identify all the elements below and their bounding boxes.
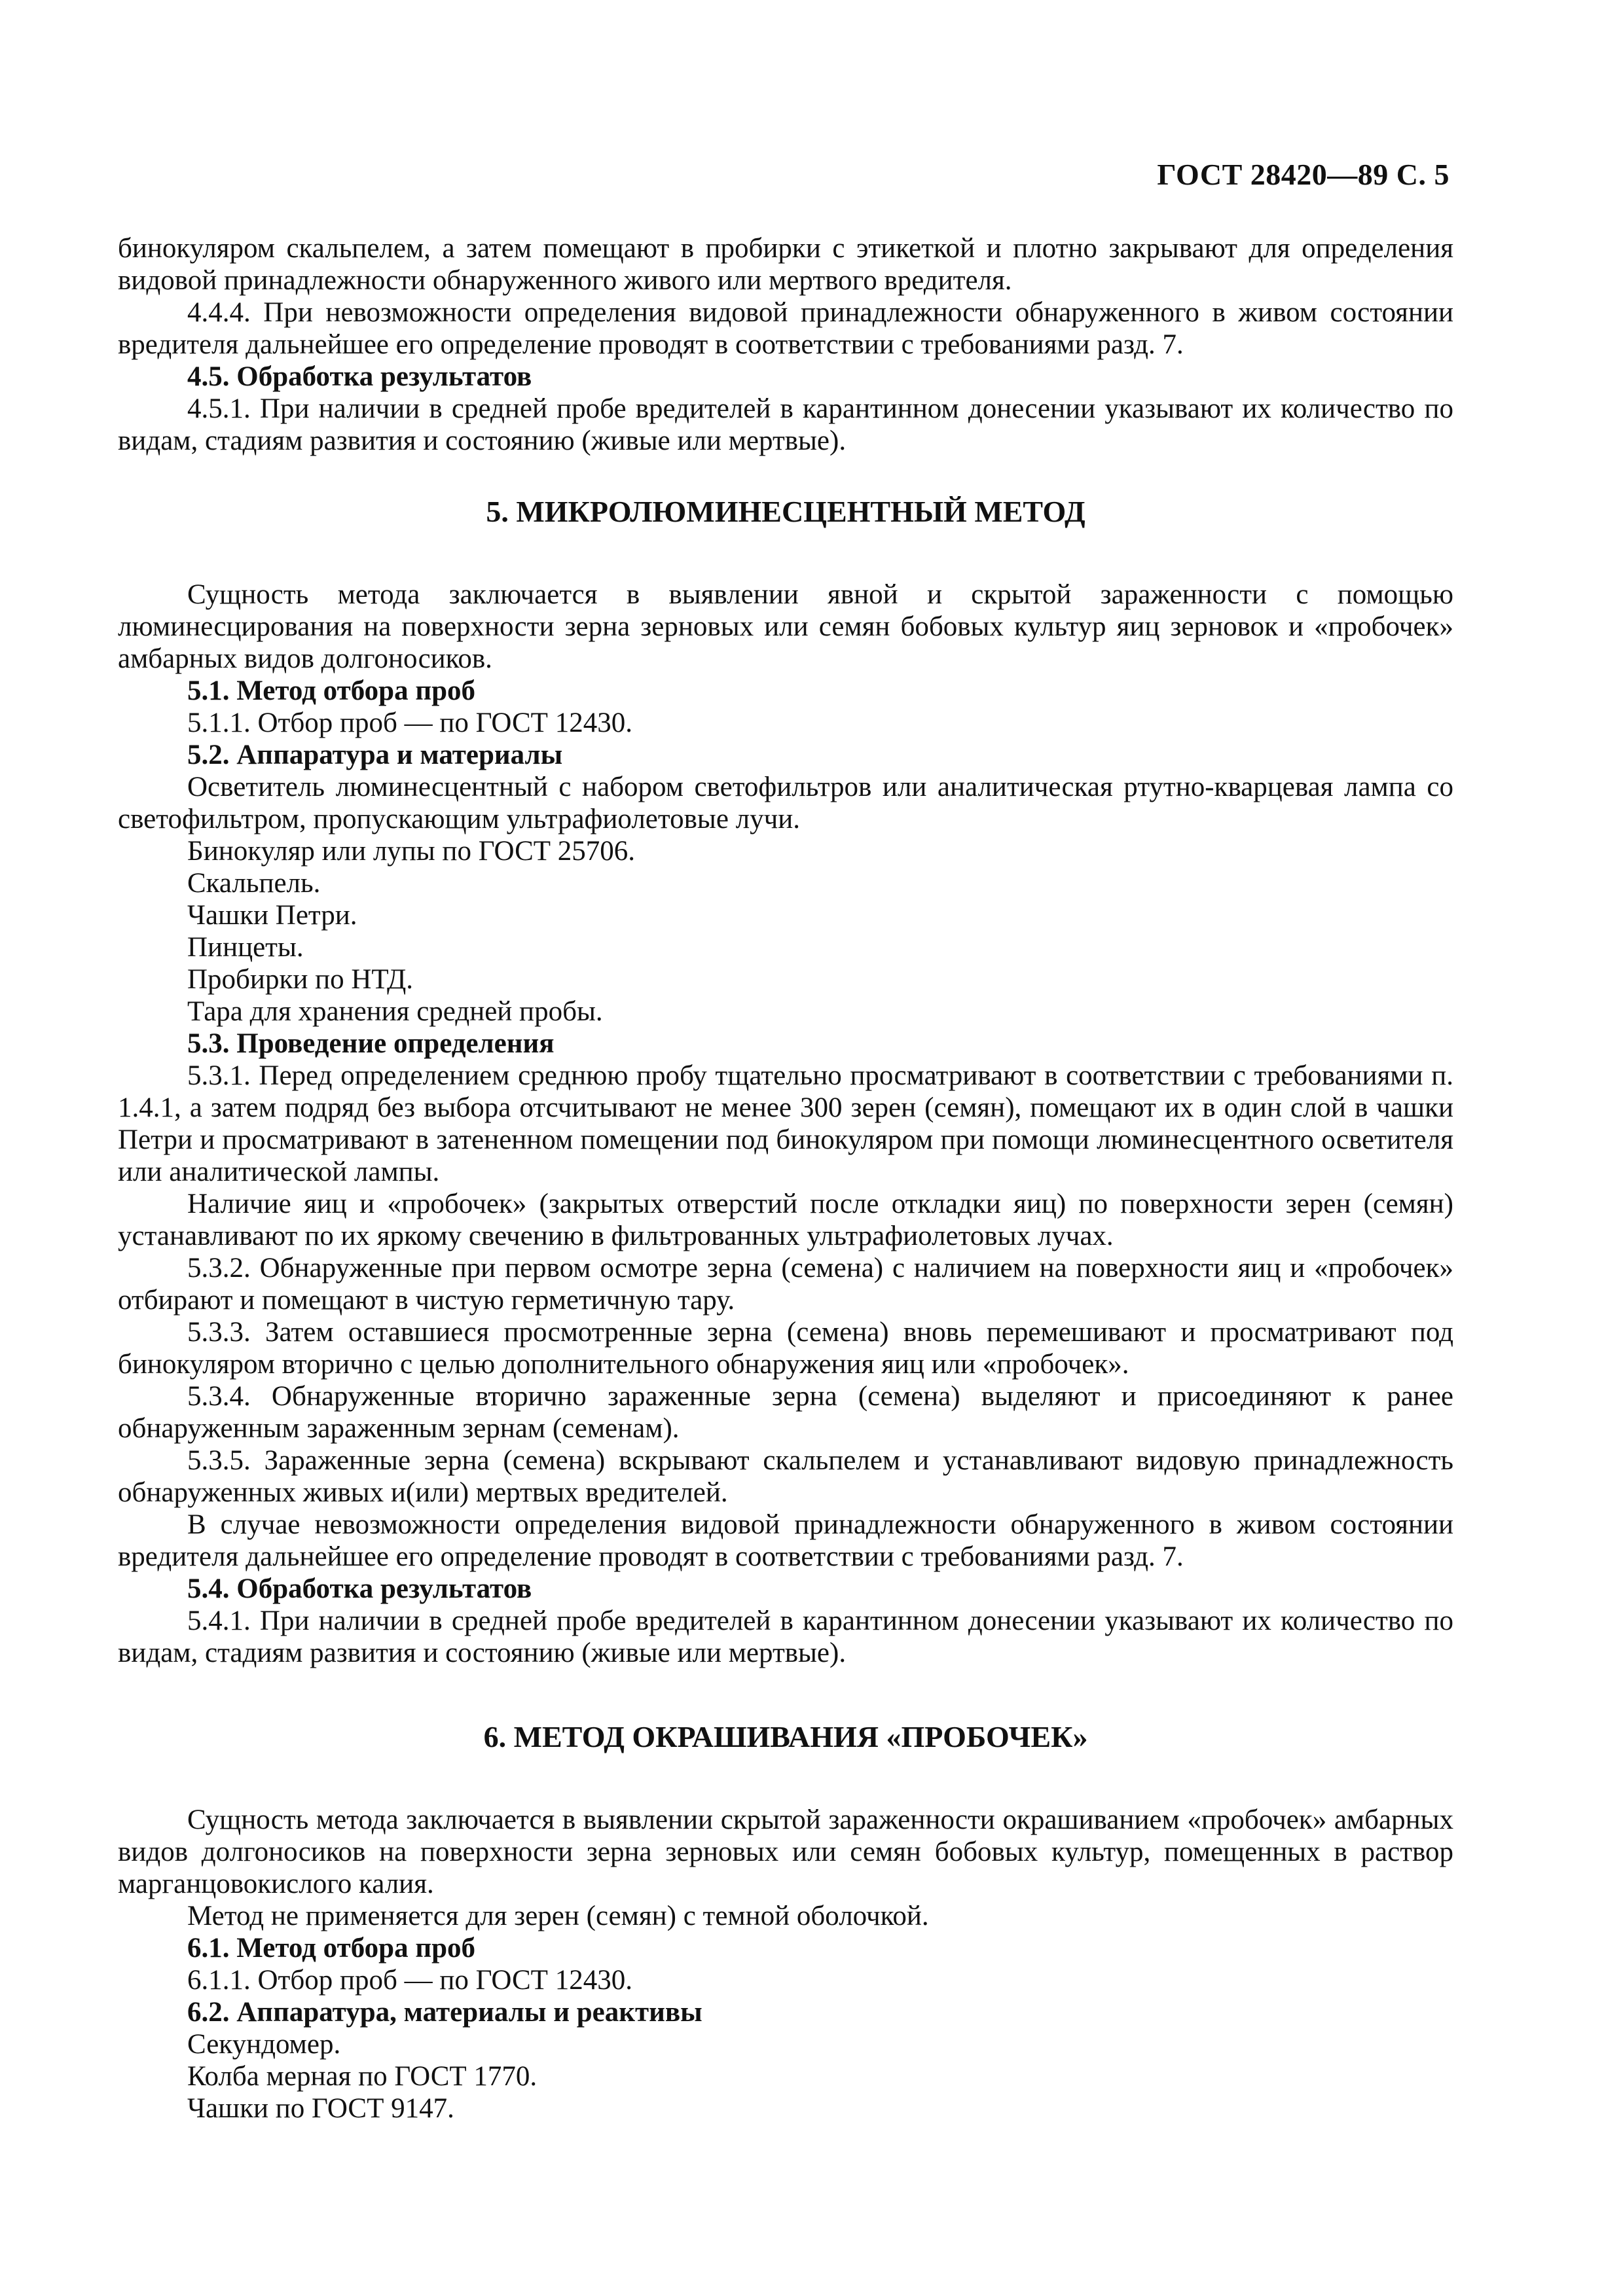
subheading-4-5: 4.5. Обработка результатов bbox=[187, 361, 532, 392]
paragraph-5-3-4: 5.3.4. Обнаруженные вторично зараженные зерна (семена) выделяют и присоединяют к ранее обнаруженным зараженным зернам (семенам). bbox=[118, 1381, 1453, 1444]
section-heading-5: 5. МИКРОЛЮМИНЕСЦЕНТНЫЙ МЕТОД bbox=[486, 495, 1085, 528]
paragraph-6-1-1: 6.1.1. Отбор проб — по ГОСТ 12430. bbox=[187, 1965, 632, 1996]
subheading-5-3: 5.3. Проведение определения bbox=[187, 1028, 555, 1059]
list-item: Колба мерная по ГОСТ 1770. bbox=[187, 2061, 538, 2092]
subheading-5-4: 5.4. Обработка результатов bbox=[187, 1573, 532, 1604]
paragraph: Наличие яиц и «пробочек» (закрытых отверстий после откладки яиц) по поверхности зерен (семян) устанавливают по их яркому свечению в фильтрованных ультрафиолетовых лучах. bbox=[118, 1189, 1453, 1251]
list-item: Бинокуляр или лупы по ГОСТ 25706. bbox=[187, 836, 636, 867]
list-item: Пробирки по НТД. bbox=[187, 964, 414, 995]
paragraph-5-3-2: 5.3.2. Обнаруженные при первом осмотре зерна (семена) с наличием на поверхности яиц и «пробочек» отбирают и помещают в чистую герметичную тару. bbox=[118, 1253, 1453, 1316]
document-body bbox=[118, 232, 1453, 2125]
paragraph-4-5-1: 4.5.1. При наличии в средней пробе вредителей в карантинном донесении указывают их количество по видам, стадиям развития и состоянию (живые или мертвые). bbox=[118, 393, 1453, 456]
paragraph-5-3-3: 5.3.3. Затем оставшиеся просмотренные зерна (семена) вновь перемешивают и просматривают под бинокуляром вторично с целью дополнительного обнаружения яиц или «пробочек». bbox=[118, 1317, 1453, 1380]
list-item: Скальпель. bbox=[187, 868, 321, 899]
paragraph-5-4-1: 5.4.1. При наличии в средней пробе вредителей в карантинном донесении указывают их количество по видам, стадиям развития и состоянию (живые или мертвые). bbox=[118, 1605, 1453, 1668]
subheading-6-1: 6.1. Метод отбора проб bbox=[187, 1933, 476, 1964]
list-item: Секундомер. bbox=[187, 2029, 341, 2060]
subheading-5-1: 5.1. Метод отбора проб bbox=[187, 675, 476, 706]
subheading-6-2: 6.2. Аппаратура, материалы и реактивы bbox=[187, 1997, 702, 2028]
paragraph-5-1-1: 5.1.1. Отбор проб — по ГОСТ 12430. bbox=[187, 708, 632, 738]
paragraph-5-3-5: 5.3.5. Зараженные зерна (семена) вскрывают скальпелем и устанавливают видовую принадлежность обнаруженных живых и(или) мертвых вредителей. bbox=[118, 1445, 1453, 1508]
paragraph: Сущность метода заключается в выявлении явной и скрытой зараженности с помощью люминесцирования на поверхности зерна зерновых или семян бобовых культур яиц зерновок и «пробочек» амбарных видов долгоносиков. bbox=[118, 579, 1453, 674]
paragraph: Осветитель люминесцентный с набором светофильтров или аналитическая ртутно-кварцевая лампа со светофильтром, пропускающим ультрафиолетовые лучи. bbox=[118, 772, 1453, 834]
paragraph: В случае невозможности определения видовой принадлежности обнаруженного в живом состоянии вредителя дальнейшее его определение проводят в соответствии с требованиями разд. 7. bbox=[118, 1509, 1453, 1572]
paragraph-5-3-1: 5.3.1. Перед определением среднюю пробу тщательно просматривают в соответствии с требованиями п. 1.4.1, а затем подряд без выбора отсчитывают не менее 300 зерен (семян), помещают их в один слой в чашки Петри и просматривают в затененном помещении под бинокуляром при помощи люминесцентного осветителя или аналитической лампы. bbox=[118, 1060, 1453, 1187]
paragraph: бинокуляром скальпелем, а затем помещают в пробирки с этикеткой и плотно закрывают для определения видовой принадлежности обнаруженного живого или мертвого вредителя. bbox=[118, 233, 1453, 296]
list-item: Чашки по ГОСТ 9147. bbox=[187, 2093, 454, 2124]
list-item: Чашки Петри. bbox=[187, 900, 357, 931]
paragraph: Метод не применяется для зерен (семян) с темной оболочкой. bbox=[187, 1901, 929, 1931]
list-item: Тара для хранения средней пробы. bbox=[187, 996, 603, 1027]
paragraph: Сущность метода заключается в выявлении скрытой зараженности окрашиванием «пробочек» амбарных видов долгоносиков на поверхности зерна зерновых или семян бобовых культур, помещенных в раствор марганцовокислого калия. bbox=[118, 1804, 1453, 1899]
section-heading-6: 6. МЕТОД ОКРАШИВАНИЯ «ПРОБОЧЕК» bbox=[483, 1720, 1088, 1753]
page-header: ГОСТ 28420—89 С. 5 bbox=[1157, 158, 1450, 191]
subheading-5-2: 5.2. Аппаратура и материалы bbox=[187, 740, 563, 770]
paragraph-4-4-4: 4.4.4. При невозможности определения видовой принадлежности обнаруженного в живом состоянии вредителя дальнейшее его определение проводят в соответствии с требованиями разд. 7. bbox=[118, 297, 1453, 360]
list-item: Пинцеты. bbox=[187, 932, 304, 963]
